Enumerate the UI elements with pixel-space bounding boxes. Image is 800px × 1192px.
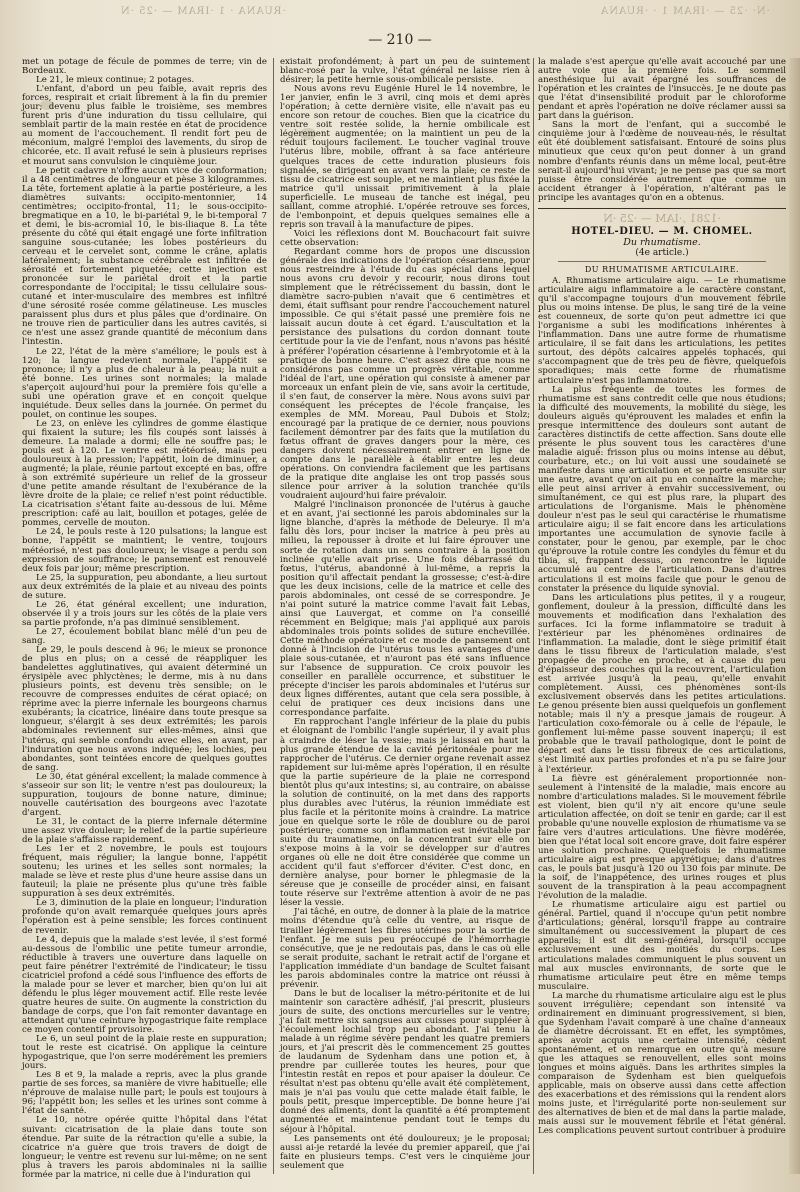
- column-divider: [533, 58, 534, 1174]
- paragraph: met un potage de fécule de pommes de terre; vin de Bordeaux.: [22, 57, 267, 77]
- section-rule: [538, 208, 786, 209]
- bleed-through-text-right: ·Ν· ·25 — ·IRAM 1 · ·RUANA: [600, 6, 770, 17]
- paragraph: Le 22, l'état de la mère s'améliore; le pouls est à 120; la langue redevient normale, l'appétit se prononce; il n'y a plus de chaleur à la peau; la nuit a été bonne. Les urines sont normales; la malade s'aperçoit aujourd'hui pour la première fois qu'elle a subi une opération grave et en conçoit quelque inquiétude. Deux selles dans la journée. On permet du poulet, on continue les soupes.: [22, 346, 267, 420]
- paragraph: La fièvre est généralement proportionnée non-seulement à l'intensité de la maladie, mais encore au nombre d'articulations malades. Si le mouvement fébrile est violent, bien qu'il n'y ait encore qu'une seule articulation affectée, on doit se tenir en garde; car il est probable qu'une nouvelle explosion de rhumatisme va se faire vers d'autres articulations. Une fièvre modérée, bien que l'état local soit encore grave, doit faire espérer une solution prochaine. Quelquefois le rhumatisme articulaire aigu est presque apyrétique; dans d'autres cas, le pouls bat jusqu'à 120 ou 130 fois par minute. De la soif, de l'inappétence, des urines rouges et plus souvent de la transpiration à la peau accompagnent l'évolution de la maladie.: [538, 773, 786, 902]
- column-middle: [280, 58, 530, 1174]
- section-subtitle: Du rhumatisme.: [623, 236, 701, 248]
- paragraph: Le 3, diminution de la plaie en longueur; l'induration profonde qu'on avait remarquée quelques jours après l'opération est à peine sensible; les forces continuent de revenir.: [22, 898, 267, 936]
- paragraph: En rapprochant l'angle inférieur de la plaie du pubis et éloignant de l'ombilic l'angle supérieur, il y avait plus à craindre de léser la vessie; mais je laissai en haut la plus grande étendue de la cavité péritonéale pour me rapprocher de l'utérus. Ce dernier organe revenait assez rapidement sur lui-même après l'opération, il en résulte que la partie supérieure de la plaie ne correspond bientôt plus qu'aux intestins; si, au contraire, on abaisse la solution de continuité, on la met dans des rapports plus durables avec l'utérus, la réunion immédiate est plus facile et la péritonite moins à craindre. La matrice joue en quelque sorte le rôle de doublure ou de paroi postérieure; comme son inflammation est inévitable par suite du traumatisme, on la concentrant sur elle on s'expose moins à la voir se développer sur d'autres organes où elle ne doit être considérée que comme un accident qu'il faut s'efforcer d'éviter. C'est donc, en dernière analyse, pour borner le phlegmasie de la séreuse que je conseille de procéder ainsi, en faisant toute réserve sur l'extrême attention à avoir de ne pas léser la vessie.: [280, 717, 530, 909]
- paragraph: Les 1er et 2 novembre, le pouls est toujours fréquent, mais régulier; la langue bonne, l'appétit soutenu; les urines et les selles sont normales; la malade se lève et reste plus d'une heure assise dans un fauteuil; la plaie ne présente plus qu'une très faible suppuration à ses deux extrémités.: [22, 844, 267, 900]
- paragraph: La plus fréquente de toutes les formes de rhumatisme est sans contredit celle que nous étudions; la difficulté des mouvements, la mobilité du siège, les douleurs aiguës qu'éprouvent les malades et enfin la presque intermittence des douleurs sont autant de caractères distinctifs de cette affection. Sans doute elle présente le plus souvent tous les caractères d'une maladie aiguë: frisson plus ou moins intense au début, courbature, etc.; on lui voit aussi une soudaineté se manifeste dans une articulation et se porte ensuite sur une autre, avant qu'on ait pu en connaître la marche; elle peut ainsi arriver à envahir successivement, ou simultanément, ce qui est plus rare, la plupart des articulations de l'organisme. Mais le phénomène douleur n'est pas le seul qui caractérise le rhumatisme articulaire aigu; il se fait encore dans les articulations importantes une accumulation de synovie facile à constater, pour le genou, par exemple, par le choc qu'éprouve la rotule contre les condyles du fémur et du tibia, si, frappant dessus, on rencontre le liquide accumulé au centre de l'articulation. Dans d'autres articulations il est moins facile que pour le genou de constater la présence du liquide synovial.: [538, 384, 786, 594]
- paragraph: Voici les réflexions dont M. Bouchacourt fait suivre cette observation:: [280, 228, 530, 248]
- paragraph: Le petit cadavre n'offre aucun vice de conformation; il a 48 centimètres de longueur et pèse 3 kilogrammes. La tête, fortement aplatie à la partie postérieure, a les diamètres suivants: occipito-mentonnier, 14 centimètres; occipito-frontal, 11; le sous-occipito-bregmatique en a 10, le bi-pariétal 9, le bi-temporal 7 et demi, le bis-acromial 10, le bis-iliaque 8. La tête présente du côté qui était engagé une forte infiltration sanguine sous-cutanée; les lobes postérieurs du cerveau et le cervelet sont, comme le crâne, aplatis latéralement; la substance cérébrale est infiltrée de sérosité et fortement piquetée; cette injection est prononcée sur le pariétal droit et la partie correspondante de l'occipital; le tissu cellulaire sous-cutané et inter-musculaire des membres est infiltré d'une sérosité rosée comme gélatineuse. Les muscles paraissent plus durs et plus pâles que d'ordinaire. On ne trouve rien de particulier dans les autres cavités, si ce n'est une assez grande quantité de méconium dans l'intestin.: [22, 165, 267, 348]
- paragraph: Le 6, un seul point de la plaie reste en suppuration; tout le reste est cicatrisé. On applique la ceinture hypogastrique, que l'on serre modérément les premiers jours.: [22, 1034, 267, 1072]
- paragraph: L'enfant, d'abord un peu faible, avait repris des forces, respirait et criait librement à la fin du premier jour; devenu plus faible le troisième, ses membres furent pris d'une induration du tissu cellulaire, qui semblait partir de la main restée en état de procidence au moment de l'accouchement. Il rendit fort peu de méconium, malgré l'emploi des lavements, du sirop de chicorée, etc. Il avait refusé le sein à plusieurs reprises et mourut sans convulsion le cinquième jour.: [22, 84, 267, 167]
- paragraph: Le 26, état général excellent; une induration, observée il y a trois jours sur les côtés de la plaie vers sa partie profonde, n'a pas diminué sensiblement.: [22, 599, 267, 628]
- subsection-heading: DU RHUMATISME ARTICULAIRE.: [584, 264, 740, 274]
- paragraph: Sans la mort de l'enfant, qui a succombé le cinquième jour à l'œdème de nouveau-nés, le résultat eût été doublement satisfaisant. Entouré de soins plus minutieux que ceux qu'on peut donner à un grand nombre d'enfants réunis dans un même local, peut-être serait-il aujourd'hui vivant; je ne pense pas que sa mort puisse être considérée autrement que comme un accident étranger à l'opération, n'altérant pas le principe les avantages qu'on en a obtenus.: [538, 120, 786, 203]
- paragraph: Le rhumatisme articulaire aigu est partiel ou général. Partiel, quand il n'occupe qu'un petit nombre d'articulations; général, lorsqu'il frappe au contraire simultanément ou successivement la plupart de ces appareils; il est dit semi-général, lorsqu'il occupe exclusivement une des moitiés du corps. Les articulations malades communiquent le plus souvent un mal aux muscles environnants, de sorte que le rhumatisme articulaire peut être en même temps musculaire.: [538, 900, 786, 992]
- paragraph: Le 21, le mieux continue; 2 potages.: [36, 75, 195, 86]
- paragraph: Le 25, la suppuration, peu abondante, a lieu surtout aux deux extrémités de la plaie et au niveau des points de suture.: [22, 572, 267, 601]
- paragraph: Nous avons revu Eugénie Hurel le 14 novembre, le 1er janvier, enfin le 3 avril, cinq mois et demi après l'opération; à cette dernière visite, elle n'avait pas eu encore son retour de couches. Bien que la cicatrice du ventre soit restée solide, la hernie ombilicale est légèrement augmentée; on la maintient un peu de la réduit toujours facilement. Le toucher vaginal trouve l'utérus libre, mobile, offrant à sa face antérieure quelques traces de cette induration plusieurs fois signalée, se dirigeant en avant vers la plaie; ce reste de tissu de cicatrice est souple, et ne maintient plus fixée la matrice qu'il unissait primitivement à la plaie superficielle. Le museau de tanche est inégal, peu saillant, comme atrophié. L'opérée retrouve ses forces, de l'embonpoint, et depuis quelques semaines elle a repris son travail à la manufacture de pipes.: [280, 84, 530, 230]
- ink-stain: [300, 128, 316, 140]
- paragraph: Le 23, on enlève les cylindres de gomme élastique qui fixaient la suture; les fils coupés sont laissés à demeure. La malade a dormi; elle ne souffre pas; le pouls est à 120. Le ventre est météorisé, mais peu douloureux à la pression; l'appétit, loin de diminuer, a augmenté; la plaie, réunie partout excepté en bas, offre à son extrémité supérieure un relief de la grosseur d'une petite amande résultant de l'exubérance de la lèvre droite de la plaie; ce relief n'est point réductible. La cicatrisation s'étant faite au-dessous de lui. Même prescription: café au lait, bouillon et potages, gelée de pommes, cervelle de mouton.: [22, 418, 267, 529]
- paragraph: la malade s'est aperçue qu'elle avait accouché par une autre voie que la première fois. Le sommeil anesthésique lui avait épargné les souffrances de l'opération et les craintes de l'insuccès. Je ne doute pas que l'état d'insensibilité produit par le chloroforme pendant et après l'opération ne doive réclamer aussi sa part dans la guérison.: [538, 57, 786, 122]
- article-number: (4e article.): [635, 247, 689, 258]
- paragraph: Le 31, le contact de la pierre infernale détermine une assez vive douleur; le relief de la partie supérieure de la plaie s'affaisse rapidement.: [22, 816, 267, 846]
- page-header: [0, 0, 800, 58]
- heading-rule: [558, 261, 766, 262]
- paragraph: existait profondément; à part un peu de suintement blanc-rosé par la vulve, l'état général ne laisse rien à désirer; la petite hernie sous-ombilicale persiste.: [280, 57, 530, 86]
- binding-edge: [789, 58, 800, 1174]
- paragraph: Le 27, écoulement bobilat blanc mêlé d'un peu de sang.: [22, 626, 267, 646]
- paragraph: A. Rhumatisme articulaire aigu. — Le rhumatisme articulaire aigu inflammatoire a le caractère constant, qu'il s'accompagne toujours d'un mouvement fébrile plus ou moins intense. De plus, le sang tiré de la veine est couenneux, de sorte qu'on peut admettre ici que l'organisme a subi les modifications inhérentes à l'inflammation. Dans une autre forme de rhumatisme articulaire, il se fait dans les articulations, les petites surtout, des dépôts calcaires appelés tophacés, qui s'accompagnent que de très peu de fièvre, quelquefois sporadiques; mais cette forme de rhumatisme articulaire n'est pas inflammatoire.: [538, 275, 786, 386]
- ink-stain: [120, 230, 130, 238]
- paragraph: Le 4, depuis que la malade s'est levée, il s'est formé au-dessous de l'ombilic une petite tumeur arrondie, réductible à travers une ouverture dans laquelle on peut faire pénétrer l'extrémité de l'indicateur; le tissu cicatriciel profond a cédé sous l'influence des efforts de la malade pour se lever et marcher, bien qu'on lui ait défendu le plus léger mouvement actif. Elle reste levée quatre heures de suite. On augmente la constriction du bandage de corps, que l'on fait remonter davantage en attendant qu'une ceinture hypogastrique faite remplace ce moyen contentif provisoire.: [22, 934, 267, 1036]
- column-right: [538, 58, 786, 1174]
- section-title: HOTEL-DIEU. — M. CHOMEL.: [571, 225, 753, 237]
- column-left: [22, 57, 267, 1180]
- paragraph: J'ai tâché, en outre, de donner à la plaie de la matrice moins d'étendue qu'à celle du ventre, au risque de tirailler légèrement les fibres utérines pour la sortie de l'enfant. Je me suis peu préoccupé de l'hémorrhagie consécutive, que je ne redoutais pas, dans le cas où elle se serait produite, sachant le retrait actif de l'organe et l'application immédiate d'un bandage de Scultet faisant les parois abdominales contre la matrice ont réussi à prévenir.: [280, 907, 530, 990]
- paragraph: Les pansements ont été douloureux; je le proposai; aussi ai-je retardé la levée du premier appareil, que j'ai faite en plusieurs temps. C'est vers le cinquième jour seulement que: [280, 1133, 530, 1171]
- paragraph: La marche du rhumatisme articulaire aigu est le plus souvent irrégulière; cependant son intensité va ordinairement en diminuant progressivement, si bien, que Sydenham l'avait comparé à une chaîne d'anneaux de diamètre décroissant. Et en effet, les symptômes, après avoir acquis une certaine intensité, cèdent spontanément, et on remarque en outre qu'à mesure que les attaques se renouvellent, elles sont moins longues et moins aiguës. Dans les arthrites simples la comparaison de Sydenham est bien quelquefois applicable, mais on observe aussi dans cette affection des exacerbations et des rémissions qui la rendent alors moins juste, et l'irrégularité porte non-seulement sur des alternatives de bien et de mal dans la partie malade, mais aussi sur le mouvement fébrile et l'état général. Les complications peuvent surtout contribuer à produire: [538, 990, 786, 1137]
- ink-stain: [40, 100, 54, 110]
- paragraph: Le 10, notre opérée quitte l'hôpital dans l'état suivant: cicatrisation de la plaie dans toute son étendue. Par suite de la rétraction qu'elle a subie, la cicatrice n'a guère que trois travers de doigt de longueur; le ventre est revenu sur lui-même; on ne sent plus à travers les parois abdominales ni la saillie formée par la matrice, ni celle due à l'induration qui: [22, 1115, 267, 1180]
- bleed-through-text-left: ·RUANA · 1 ·IRAM — ·25 ·Ν: [120, 6, 286, 17]
- paragraph: Le 24, le pouls reste à 120 pulsations; la langue est bonne, l'appétit se maintient; le ventre, toujours météorisé, n'est pas douloureux; le visage a perdu son expression de souffrance; le pansement est renouvelé deux fois par jour; même prescription.: [22, 527, 267, 574]
- paragraph: Les 8 et 9, la malade a repris, avec la plus grande partie de ses forces, sa manière de vivre habituelle; elle n'éprouve de malaise nulle part; le pouls est toujours à 96; l'appétit bon; les selles et les urines sont comme à l'état de santé.: [22, 1070, 267, 1117]
- page-number: — 210 —: [368, 32, 432, 48]
- paragraph: Dans les articulations plus petites, il y a rougeur, gonflement, douleur à la pression, difficulté dans les mouvements et modification dans l'exhalation des surfaces. Ici la forme inflammatoire se traduit à l'extérieur par les phénomènes ordinaires de l'inflammation. La maladie, dont le siège primitif était dans le tissu fibreux de l'articulation malade, s'est propagée de proche en proche, et à cause du peu d'épaisseur des couches qui la recouvrent, l'articulation est arrivée jusqu'à la peau, qu'elle envahit complètement. Aussi, ces phénomènes sont-ils exclusivement observés dans les petites articulations. Le genou présente bien aussi quelquefois un gonflement notable; mais il n'y a presque jamais de rougeur. À l'articulation coxo-fémorale ou à celle de l'épaule, le gonflement lui-même passe souvent inaperçu; il est probable que le travail pathologique, dont le point de départ est dans le tissu fibreux de ces articulations, s'est limité aux parties profondes et n'a pu se faire jour à l'extérieur.: [538, 592, 786, 775]
- paragraph: Le 30, état général excellent; la malade commence à s'asseoir sur son lit; le ventre n'est pas douloureux; la suppuration, toujours de bonne nature, diminue; nouvelle cautérisation des bourgeons avec l'azotate d'argent.: [22, 771, 267, 818]
- paragraph: Le 29, le pouls descend à 96; le mieux se prononce de plus en plus; on a cessé de réappliquer les bandelettes agglutinatives, qui avaient déterminé un érysipèle avec phlyctènes; le derme, mis à nu dans plusieurs points, est devenu très sensible; on le recouvre de compresses enduites de cérat opiacé; on réprime avec la pierre infernale les bourgeons charnus exubérants; la cicatrice, linéaire dans toute presque sa longueur, s'élargit à ses deux extrémités; les parois abdominales reviennent sur elles-mêmes, ainsi que l'utérus, qui semble confondu avec elles, en avant, par l'induration que nous avons indiquée; les lochies, peu abondantes, sont teintées encore de quelques gouttes de sang.: [22, 645, 267, 773]
- paragraph: Regardant comme hors de propos une discussion générale des indications de l'opération césarienne, pour nous restreindre à l'étude du cas spécial dans lequel nous avons cru devoir y recourir, nous dirons tout simplement que le rétrécissement du bassin, dont le diamètre sacro-pubien n'avait que 6 centimètres et demi, était suffisant pour rendre l'accouchement naturel impossible. Ce qui s'était passé une première fois ne laissait aucun doute à cet égard. L'auscultation et la persistance des pulsations du cordon donnant toute certitude pour la vie de l'enfant, nous n'avons pas hésité à préférer l'opération césarienne à l'embryotomie et à la pratique de bonne heure. C'est assez dire que nous ne considérons pas comme un progrès véritable, comme l'idéal de l'art, une opération qui consiste à amener par morceaux un enfant plein de vie, sans avoir la certitude, il s'en faut, de conserver la mère. Nous avons suivi par conséquent les préceptes de l'école française, les exemples de MM. Moreau, Paul Dubois et Stolz; encouragé par la pratique de ce dernier, nous pouvions facilement démontrer par des faits que la mutilation du fœtus offrant de graves dangers pour la mère, ces dangers doivent nécessairement entrer en ligne de compte dans le parallèle à établir entre les deux opérations. On conviendra facilement que les partisans de la pratique dite anglaise les ont trop passés sous silence pour arriver à la solution tranchée qu'ils voudraient aujourd'hui faire prévaloir.: [280, 246, 530, 502]
- paragraph: Malgré l'inclinaison prononcée de l'utérus à gauche et en avant, j'ai sectionné les parois abdominales sur la ligne blanche, d'après la méthode de Deleurye. Il m'a fallu dès lors, pour inciser la matrice à peu près au milieu, la repousser à droite et lui faire éprouver une sorte de rotation dans un sens contraire à la position inclinée qu'elle avait prise. Une fois débarrassé du fœtus, l'utérus, abandonné à lui-même, a repris la position qu'il affectait pendant la grossesse; c'est-à-dire que les deux incisions, celle de la matrice et celle des parois abdominales, ont cessé de se correspondre. Je n'ai point suturé la matrice comme l'avait fait Lebas, ainsi que Lauvergat, et comme on l'a conseillé récemment en Belgique; mais j'ai appliqué aux parois abdominales trois points solides de suture enchevillée. Cette méthode opératoire et ce mode de pansement ont donné à l'incision de l'utérus tous les avantages d'une plaie sous-cutanée, et n'auront pas été sans influence sur l'absence de suppuration. Ce croix pouvoir les conseiller en parallèle occurrence, et substituer le précepte d'inciser les parois abdominales et l'utérus sur deux lignes différentes, autant que cela sera possible, à celui de pratiquer ces deux incisions dans une correspondance parfaite.: [280, 500, 530, 719]
- column-divider: [273, 58, 274, 1174]
- bleed-through-text: ·1281 ,·IAM — ·25 ·Ν: [603, 211, 721, 225]
- paragraph: Dans le but de localiser la métro-péritonite et de lui maintenir son caractère adhésif, j'ai prescrit, plusieurs jours de suite, des onctions mercurielles sur le ventre; j'ai fait mettre six sangsues aux cuisses pour suppléer à l'écoulement lochial trop peu abondant. J'ai tenu la malade à un régime sévère pendant les quatre premiers jours, et j'ai prescrit dès le commencement 25 gouttes de laudanum de Sydenham dans une potion et, à prendre par cuillerée toutes les heures, pour que l'intestin restât en repos et pour apaiser la douleur. Ce résultat n'est pas obtenu qu'elle avait été complètement, mais je n'ai pas voulu que cette malade était faible, le pouls petit, presque imperceptible. De bonne heure j'ai donné des aliments, dont la quantité a été promptement augmentée et maintenue pendant tout le temps du séjour à l'hôpital.: [280, 988, 530, 1135]
